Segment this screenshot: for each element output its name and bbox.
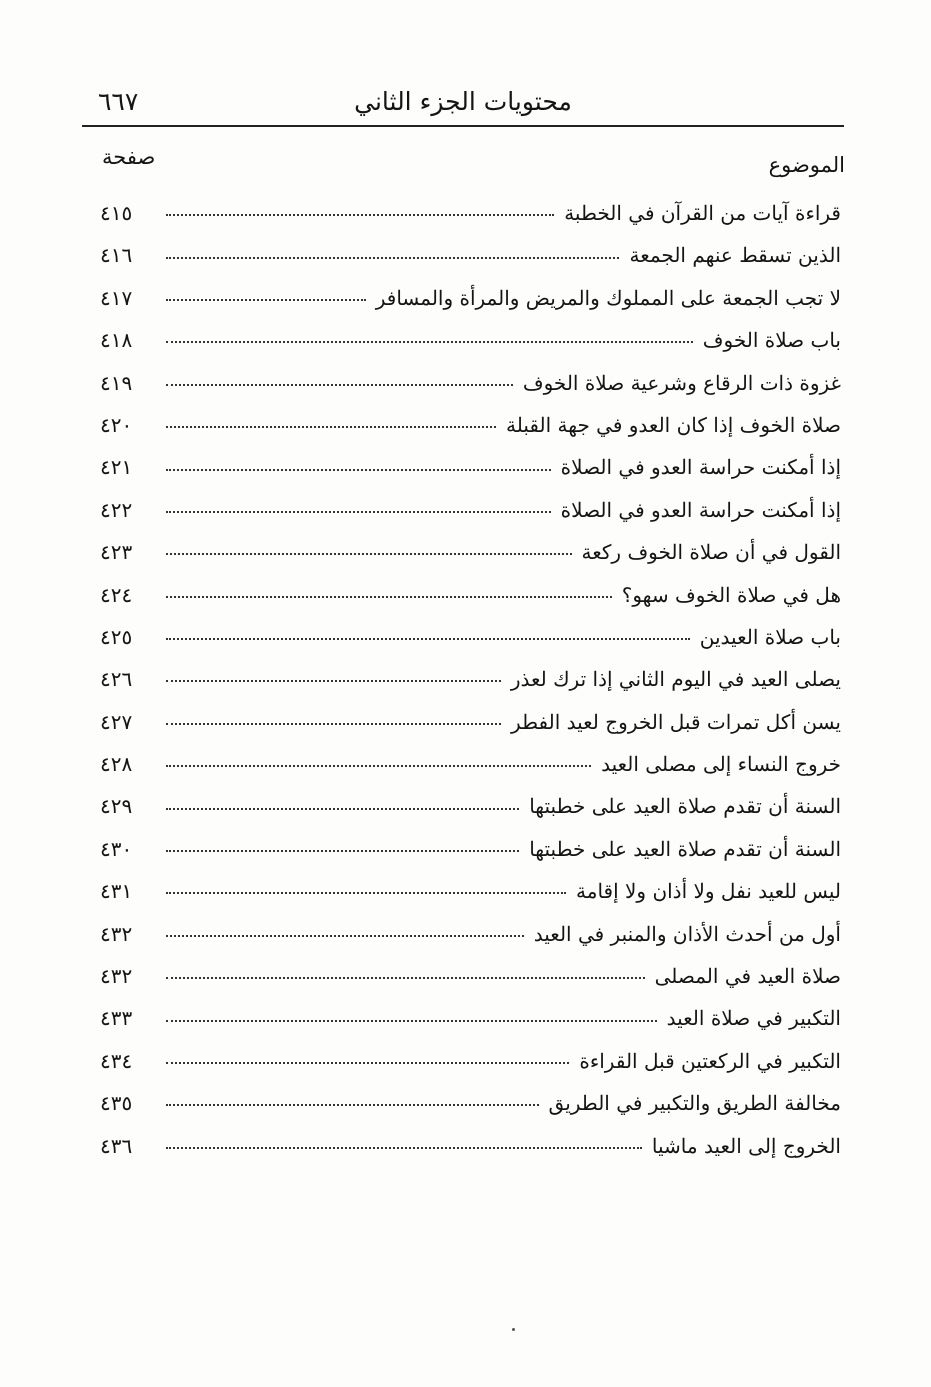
dot-leader bbox=[166, 808, 519, 810]
toc-entry bbox=[100, 828, 841, 870]
toc-entry-title: الذين تسقط عنهم الجمعة bbox=[629, 243, 841, 268]
toc-entry bbox=[100, 997, 841, 1039]
toc-entry bbox=[100, 913, 841, 955]
toc-entry-title: صلاة الخوف إذا كان العدو في جهة القبلة bbox=[506, 412, 841, 437]
toc-entry bbox=[100, 234, 841, 276]
toc-entry bbox=[100, 743, 841, 785]
header-rule bbox=[82, 125, 844, 127]
dot-leader bbox=[166, 299, 366, 301]
toc-entry-page: ٤١٩ bbox=[100, 370, 133, 395]
toc-entry-page: ٤١٨ bbox=[100, 328, 133, 353]
toc-entry bbox=[100, 319, 841, 361]
toc-entry-title: ليس للعيد نفل ولا أذان ولا إقامة bbox=[576, 879, 841, 904]
toc-entry bbox=[100, 701, 841, 743]
toc-entry-title: قراءة آيات من القرآن في الخطبة bbox=[564, 201, 841, 225]
dot-leader bbox=[166, 892, 566, 894]
dot-leader bbox=[166, 1104, 539, 1106]
toc-entry-title: إذا أمكنت حراسة العدو في الصلاة bbox=[560, 497, 841, 522]
toc-entry-page: ٤١٥ bbox=[100, 201, 133, 225]
header-title: محتويات الجزء الثاني bbox=[354, 87, 572, 116]
toc-entry bbox=[100, 404, 841, 446]
toc-entry bbox=[100, 658, 841, 700]
toc-entry bbox=[100, 1040, 841, 1082]
toc-entry-page: ٤٢١ bbox=[100, 455, 133, 480]
toc-entry-title: خروج النساء إلى مصلى العيد bbox=[601, 752, 841, 777]
toc-entry-title: أول من أحدث الأذان والمنبر في العيد bbox=[533, 921, 841, 946]
toc-entry-title: باب صلاة الخوف bbox=[702, 328, 841, 353]
toc-entry-title: لا تجب الجمعة على المملوك والمريض والمرأة والمسافر bbox=[375, 285, 841, 310]
toc-entry bbox=[100, 785, 841, 827]
dot-leader bbox=[166, 1147, 642, 1149]
toc-entry-page: ٤٢٧ bbox=[100, 709, 133, 734]
toc-entry bbox=[100, 870, 841, 912]
dot-leader bbox=[166, 723, 501, 725]
toc-entry-title: هل في صلاة الخوف سهو؟ bbox=[621, 582, 841, 607]
toc-entry-title: مخالفة الطريق والتكبير في الطريق bbox=[548, 1091, 841, 1116]
dot-leader bbox=[166, 469, 551, 471]
paper-speck bbox=[512, 1328, 515, 1331]
toc-entry-title: يسن أكل تمرات قبل الخروج لعيد الفطر bbox=[511, 709, 841, 734]
toc-entry bbox=[100, 574, 841, 616]
toc-entry-page: ٤٢٨ bbox=[100, 752, 133, 777]
dot-leader bbox=[166, 680, 501, 682]
dot-leader bbox=[166, 214, 554, 216]
toc-entry bbox=[100, 531, 841, 573]
toc-entry bbox=[100, 1125, 841, 1167]
dot-leader bbox=[166, 1062, 569, 1064]
toc-entry-page: ٤٣٢ bbox=[100, 964, 133, 989]
dot-leader bbox=[166, 638, 690, 640]
dot-leader bbox=[166, 935, 524, 937]
toc-entry bbox=[100, 362, 841, 404]
toc-entry-title: السنة أن تقدم صلاة العيد على خطبتها bbox=[529, 794, 841, 819]
toc-entry-page: ٤٢٩ bbox=[100, 794, 133, 819]
toc-entry bbox=[100, 277, 841, 319]
toc-entry bbox=[100, 446, 841, 488]
toc-entry bbox=[100, 955, 841, 997]
dot-leader bbox=[166, 553, 572, 555]
toc-entry-page: ٤٣٥ bbox=[100, 1091, 133, 1116]
toc-entry-page: ٤٣٣ bbox=[100, 1006, 133, 1031]
toc-entry-page: ٤٣٠ bbox=[100, 836, 133, 861]
dot-leader bbox=[166, 341, 693, 343]
toc-entry bbox=[100, 1082, 841, 1124]
toc-entry-title: يصلى العيد في اليوم الثاني إذا ترك لعذر bbox=[510, 667, 841, 692]
topic-column-header: الموضوع bbox=[768, 153, 845, 177]
toc-entry-title: إذا أمكنت حراسة العدو في الصلاة bbox=[560, 455, 841, 480]
dot-leader bbox=[166, 426, 496, 428]
toc-entry-title: السنة أن تقدم صلاة العيد على خطبتها bbox=[529, 836, 841, 861]
toc-entry-page: ٤٢٠ bbox=[100, 412, 133, 437]
toc-entry-title: التكبير في صلاة العيد bbox=[666, 1006, 841, 1031]
toc-entry-page: ٤٢٢ bbox=[100, 497, 133, 522]
toc-entry bbox=[100, 616, 841, 658]
toc-entry-page: ٤٢٥ bbox=[100, 624, 133, 649]
dot-leader bbox=[166, 257, 619, 259]
toc-entry-title: القول في أن صلاة الخوف ركعة bbox=[581, 540, 841, 565]
running-header bbox=[82, 82, 844, 122]
dot-leader bbox=[166, 1020, 657, 1022]
toc-entry-page: ٤٢٦ bbox=[100, 667, 133, 692]
toc-entry-title: صلاة العيد في المصلى bbox=[654, 964, 841, 989]
page-number: ٦٦٧ bbox=[98, 87, 139, 116]
toc-entry-page: ٤٣٢ bbox=[100, 921, 133, 946]
toc-entry-title: غزوة ذات الرقاع وشرعية صلاة الخوف bbox=[522, 370, 841, 395]
toc-entry-page: ٤٣١ bbox=[100, 879, 133, 904]
toc-entry-page: ٤١٦ bbox=[100, 243, 133, 268]
toc-entry bbox=[100, 489, 841, 531]
dot-leader bbox=[166, 384, 513, 386]
toc-entry bbox=[100, 192, 841, 234]
toc-entry-page: ٤٢٤ bbox=[100, 582, 133, 607]
dot-leader bbox=[166, 765, 591, 767]
page-column-header: صفحة bbox=[102, 145, 156, 169]
dot-leader bbox=[166, 511, 551, 513]
toc-entry-title: التكبير في الركعتين قبل القراءة bbox=[579, 1048, 841, 1073]
table-of-contents bbox=[100, 192, 841, 1167]
dot-leader bbox=[166, 596, 612, 598]
toc-entry-page: ٤٣٦ bbox=[100, 1133, 133, 1158]
dot-leader bbox=[166, 850, 519, 852]
dot-leader bbox=[166, 977, 645, 979]
toc-entry-page: ٤٣٤ bbox=[100, 1048, 133, 1073]
toc-entry-page: ٤١٧ bbox=[100, 285, 133, 310]
toc-entry-title: الخروج إلى العيد ماشيا bbox=[651, 1133, 841, 1158]
toc-entry-title: باب صلاة العيدين bbox=[699, 624, 841, 649]
toc-entry-page: ٤٢٣ bbox=[100, 540, 133, 565]
